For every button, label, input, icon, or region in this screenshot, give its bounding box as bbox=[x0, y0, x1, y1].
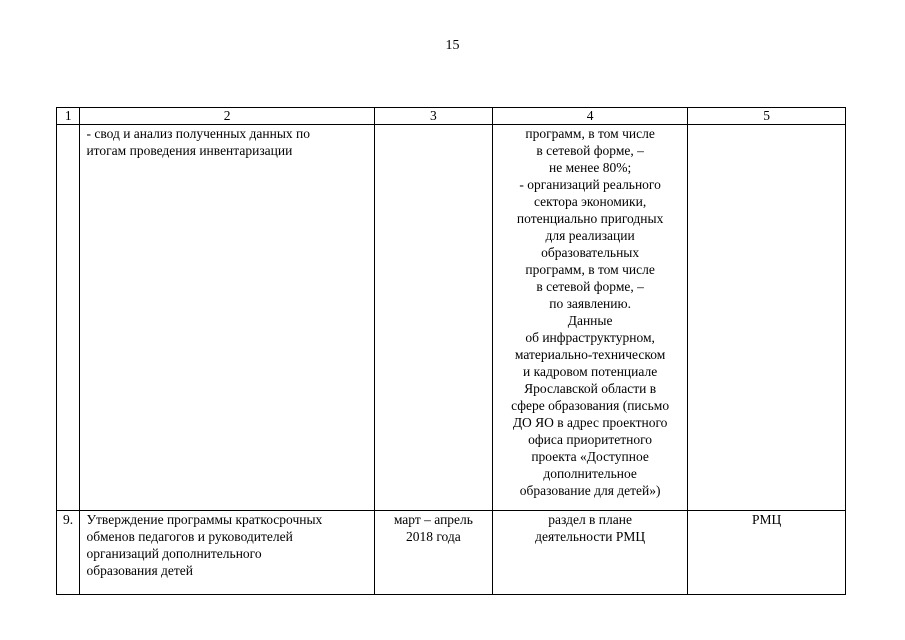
text-line: ДО ЯО в адрес проектного bbox=[512, 415, 668, 430]
deadline-cell bbox=[374, 125, 492, 511]
deadline-cell bbox=[374, 511, 492, 595]
task-cell bbox=[80, 125, 374, 511]
text-line: Утверждение программы краткосрочных bbox=[86, 512, 323, 527]
text-line: об инфраструктурном, bbox=[525, 330, 655, 345]
row-number-cell: 9. bbox=[57, 511, 80, 595]
text-line: материально-техническом bbox=[514, 347, 666, 362]
text-line: дополнительное bbox=[543, 466, 637, 481]
text-line: - свод и анализ полученных данных по bbox=[86, 126, 310, 141]
header-cell: 2 bbox=[80, 108, 374, 125]
header-cell: 5 bbox=[688, 108, 846, 125]
text-line: офиса приоритетного bbox=[528, 432, 653, 447]
header-cell: 1 bbox=[57, 108, 80, 125]
text-line: в сетевой форме, – bbox=[536, 143, 644, 158]
text-line: деятельности РМЦ bbox=[535, 529, 646, 544]
text-line: РМЦ bbox=[751, 512, 782, 527]
text-line: для реализации bbox=[545, 228, 635, 243]
header-cell: 4 bbox=[493, 108, 688, 125]
text-line: раздел в плане bbox=[548, 512, 632, 527]
text-line: Данные bbox=[567, 313, 613, 328]
text-line: программ, в том числе bbox=[525, 262, 655, 277]
text-line: Ярославской области в bbox=[524, 381, 657, 396]
header-cell: 3 bbox=[374, 108, 492, 125]
task-cell bbox=[80, 511, 374, 595]
text-line: сфере образования (письмо bbox=[511, 398, 670, 413]
table-row bbox=[57, 125, 846, 511]
text-line: программ, в том числе bbox=[525, 126, 655, 141]
text-line: 2018 года bbox=[405, 529, 461, 544]
text-line: и кадровом потенциале bbox=[523, 364, 658, 379]
text-line: образовательных bbox=[541, 245, 640, 260]
text-line: в сетевой форме, – bbox=[536, 279, 644, 294]
text-line: образование для детей») bbox=[519, 483, 661, 498]
responsible-cell bbox=[688, 125, 846, 511]
text-line: проекта «Доступное bbox=[531, 449, 649, 464]
text-line: итогам проведения инвентаризации bbox=[86, 143, 293, 158]
text-line: не менее 80%; bbox=[549, 160, 632, 175]
text-line: потенциально пригодных bbox=[516, 211, 664, 226]
result-cell bbox=[493, 511, 688, 595]
page-number: 15 bbox=[445, 38, 460, 53]
text-line: сектора экономики, bbox=[534, 194, 647, 209]
text-line: - организаций реального bbox=[519, 177, 661, 192]
row-number-cell bbox=[57, 125, 80, 511]
text-line: март – апрель bbox=[393, 512, 473, 527]
result-cell bbox=[493, 125, 688, 511]
text-line: обменов педагогов и руководителей bbox=[86, 529, 293, 544]
table-header-row bbox=[57, 108, 846, 125]
responsible-cell bbox=[688, 511, 846, 595]
table-row bbox=[57, 511, 846, 595]
text-line: образования детей bbox=[86, 563, 194, 578]
text-line: организаций дополнительного bbox=[86, 546, 262, 561]
text-line: по заявлению. bbox=[549, 296, 631, 311]
document-table bbox=[56, 107, 846, 595]
